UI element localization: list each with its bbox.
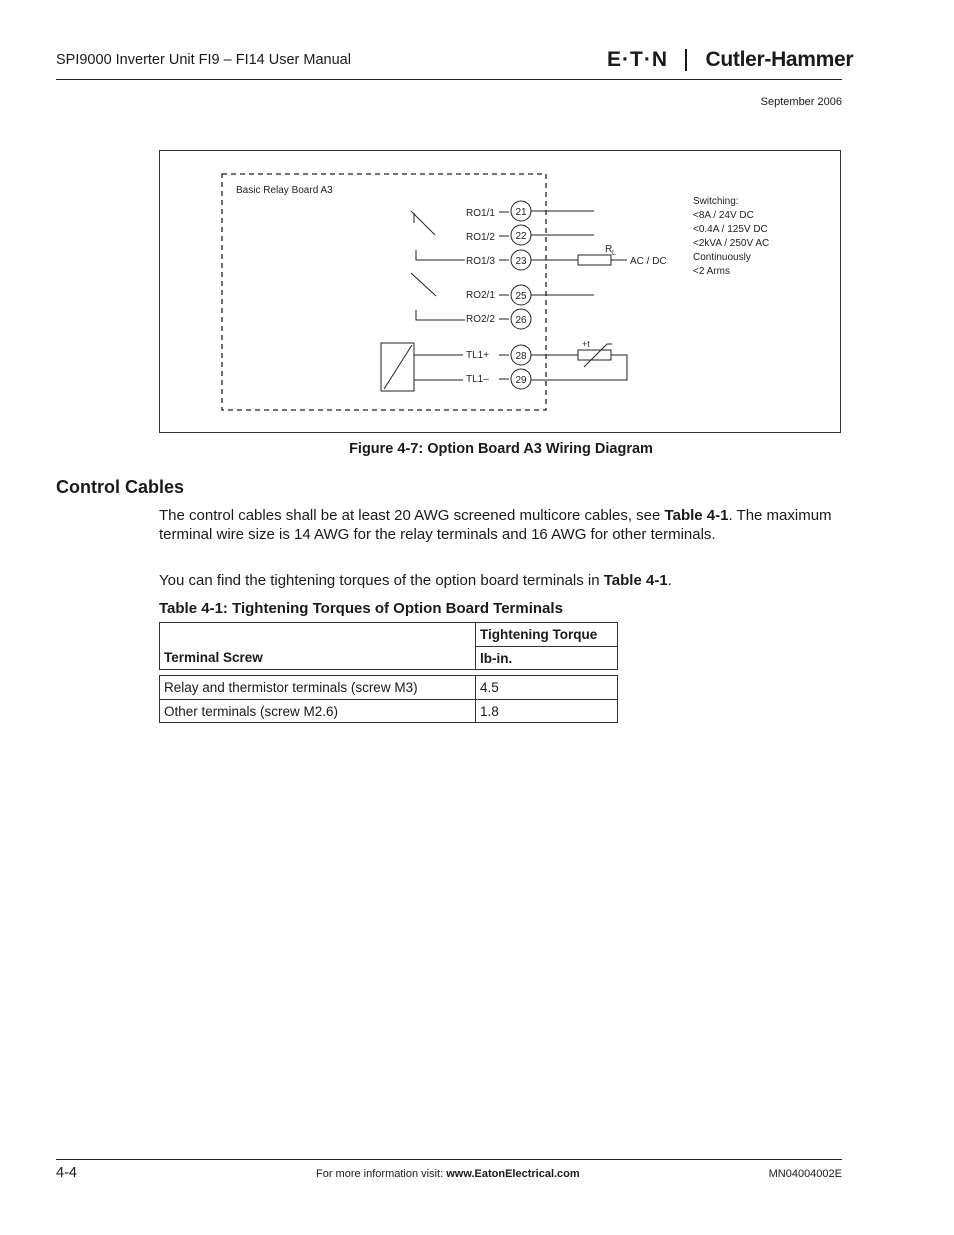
column-header-unit: lb-in. xyxy=(476,647,618,670)
board-outline xyxy=(222,174,546,410)
header-rule xyxy=(56,79,842,80)
footer-info: For more information visit: www.EatonElectrical.com xyxy=(316,1168,580,1180)
board-label: Basic Relay Board A3 xyxy=(236,185,333,196)
relay1-contact xyxy=(411,211,435,235)
document-title: SPI9000 Inverter Unit FI9 – FI14 User Manual xyxy=(56,52,351,68)
figure-caption: Figure 4-7: Option Board A3 Wiring Diagram xyxy=(349,441,653,457)
terminal-label: RO1/2 xyxy=(466,232,495,243)
terminal-ro2-1 xyxy=(466,285,531,305)
publication-date: September 2006 xyxy=(760,96,842,108)
svg-text:Continuously: Continuously xyxy=(693,252,751,263)
table-row xyxy=(160,700,618,723)
svg-text:<2 Arms: <2 Arms xyxy=(693,266,730,277)
acdc-label: AC / DC xyxy=(630,256,667,267)
terminal-label: RO1/1 xyxy=(466,208,495,219)
terminal-number: 26 xyxy=(515,315,527,326)
table-reference: Table 4-1 xyxy=(603,572,668,589)
cell-screw: Relay and thermistor terminals (screw M3) xyxy=(160,676,476,700)
relay1-nc-wire xyxy=(416,250,465,260)
table-row xyxy=(160,676,618,700)
section-title: Control Cables xyxy=(56,477,185,497)
terminal-tl1-minus xyxy=(466,369,531,389)
cell-torque: 1.8 xyxy=(476,700,618,723)
brand-logo xyxy=(607,48,853,72)
column-header-torque: Tightening Torque xyxy=(476,623,618,647)
terminal-ro1-3 xyxy=(466,250,531,270)
paragraph-cable-spec: The control cables shall be at least 20 AWG screened multicore cables, see Table 4-1. The maximum terminal wire size is 14 AWG for the relay terminals and 16 AWG for other terminals. xyxy=(159,507,832,543)
thermistor-input-diagonal xyxy=(384,345,412,389)
relay2-contact xyxy=(411,273,436,296)
torque-table xyxy=(159,622,618,723)
terminal-label: RO1/3 xyxy=(466,256,495,267)
switching-spec xyxy=(693,196,769,277)
load-subscript: L xyxy=(612,250,616,257)
svg-text:Switching:: Switching: xyxy=(693,196,739,207)
table-reference: Table 4-1 xyxy=(664,507,729,524)
cell-torque: 4.5 xyxy=(476,676,618,700)
logo-divider xyxy=(685,49,687,71)
eaton-logo: E·T·N xyxy=(607,48,668,71)
terminal-number: 22 xyxy=(515,231,527,242)
footer-url-link[interactable]: www.EatonElectrical.com xyxy=(446,1168,580,1180)
wiring-diagram-frame xyxy=(159,150,841,433)
svg-text:<8A / 24V DC: <8A / 24V DC xyxy=(693,210,754,221)
thermistor-label: +t xyxy=(582,339,590,349)
terminal-number: 29 xyxy=(515,375,527,386)
load-label: R xyxy=(605,244,613,255)
cutler-hammer-logo: Cutler-Hammer xyxy=(705,48,854,71)
load-resistor xyxy=(578,255,611,265)
terminal-ro1-1 xyxy=(466,201,531,221)
terminal-label: TL1+ xyxy=(466,350,490,361)
svg-text:<2kVA / 250V AC: <2kVA / 250V AC xyxy=(693,238,770,249)
column-header-terminal-screw: Terminal Screw xyxy=(160,623,476,670)
document-id: MN04004002E xyxy=(768,1168,842,1180)
terminal-tl1-plus xyxy=(466,345,531,365)
terminal-number: 25 xyxy=(515,291,527,302)
table-caption: Table 4-1: Tightening Torques of Option Board Terminals xyxy=(159,600,563,617)
terminal-number: 28 xyxy=(515,351,527,362)
terminal-ro2-2 xyxy=(466,309,531,329)
terminal-number: 21 xyxy=(515,207,527,218)
terminal-label: TL1– xyxy=(466,374,489,385)
terminal-label: RO2/1 xyxy=(466,290,495,301)
terminal-label: RO2/2 xyxy=(466,314,495,325)
page-number: 4-4 xyxy=(56,1165,77,1181)
terminal-number: 23 xyxy=(515,256,527,267)
thermistor xyxy=(578,350,611,360)
terminal-ro1-2 xyxy=(466,225,531,245)
cell-screw: Other terminals (screw M2.6) xyxy=(160,700,476,723)
relay2-nc-wire xyxy=(416,310,465,320)
wiring-diagram xyxy=(160,151,840,432)
footer-rule xyxy=(56,1159,842,1160)
paragraph-torque-ref: You can find the tightening torques of the option board terminals in Table 4-1. xyxy=(159,572,672,589)
svg-text:<0.4A / 125V DC: <0.4A / 125V DC xyxy=(693,224,768,235)
